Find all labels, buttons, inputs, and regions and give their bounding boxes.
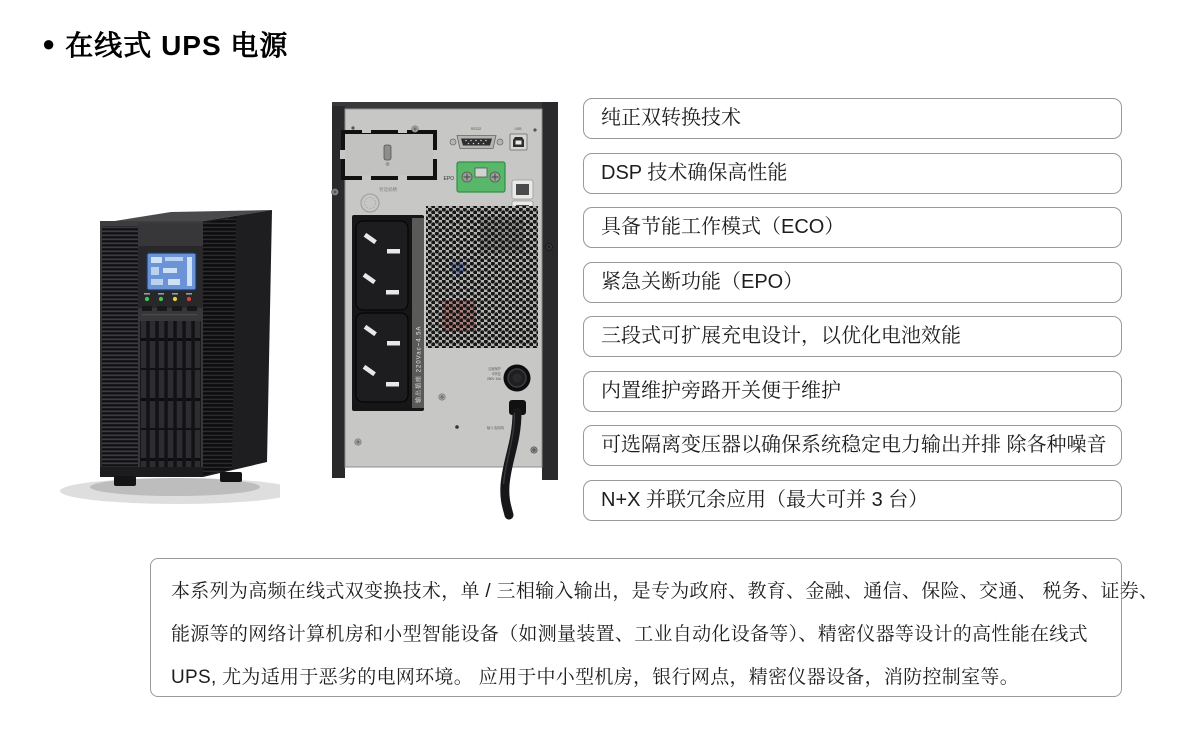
cabinet-base xyxy=(100,467,203,477)
feature-item: 纯正双转换技术 xyxy=(583,98,1122,139)
description-line: 能源等的网络计算机房和小型智能设备（如测量装置、工业自动化设备等）、精密仪器等设计的高性能在线式 xyxy=(171,624,1088,645)
epo-terminal xyxy=(457,162,505,192)
expansion-slot xyxy=(340,128,438,180)
lcd-screen xyxy=(147,253,196,290)
bullet-icon: ● xyxy=(42,31,56,56)
breaker-label-line3: 250V 10A xyxy=(486,377,501,381)
front-louvers-left xyxy=(102,226,138,470)
feature-item: 三段式可扩展充电设计，以优化电池效能 xyxy=(583,316,1122,357)
outlet-strip-text: 输出插座 220Vac~4.5A xyxy=(416,325,423,403)
rear-right-wall xyxy=(542,102,558,480)
outlet-label-strip xyxy=(412,218,424,408)
ups-front-image xyxy=(50,190,280,520)
front-grille xyxy=(140,321,201,468)
vent-grille xyxy=(426,206,538,348)
feature-item: N+X 并联冗余应用（最大可并 3 台） xyxy=(583,480,1122,521)
output-socket-1 xyxy=(356,221,408,310)
expansion-slot-label: 智能插槽 xyxy=(379,187,397,192)
description-line: 本系列为高频在线式双变换技术，单 / 三相输入输出，是专为政府、教育、金融、通信、保险、交通、 税务、证券、 xyxy=(171,581,1159,602)
feature-list xyxy=(583,98,1122,534)
usb-port xyxy=(510,134,527,150)
ups-rear-image xyxy=(330,100,560,520)
feature-item: 具备节能工作模式（ECO） xyxy=(583,207,1122,248)
feature-item: 内置维护旁路开关便于维护 xyxy=(583,371,1122,412)
page-title xyxy=(42,24,288,64)
breaker-label-line1: 过载保护 xyxy=(488,367,501,371)
breaker-label-line2: 可恢复 xyxy=(491,372,501,376)
epo-label: EPO xyxy=(443,176,454,182)
description-box xyxy=(150,558,1159,697)
feature-item: 紧急关断功能（EPO） xyxy=(583,262,1122,303)
serial-port-label: RS232 xyxy=(470,127,482,131)
battery-connector-top xyxy=(512,180,533,199)
circuit-breaker xyxy=(504,365,531,392)
side-louvers xyxy=(203,217,236,475)
feature-item: 可选隔离变压器以确保系统稳定电力输出并排 除各种噪音 xyxy=(583,425,1122,466)
page-title-text: 在线式 UPS 电源 xyxy=(65,30,289,61)
input-cable-label: 输入电源线 xyxy=(487,426,504,430)
usb-port-label: USB xyxy=(514,127,522,131)
description-line: UPS, 尤为适用于恶劣的电网环境。 应用于中小型机房，银行网点，精密仪器设备，消防控制室等。 xyxy=(171,667,1020,688)
output-socket-2 xyxy=(356,313,408,402)
feature-item: DSP 技术确保高性能 xyxy=(583,153,1122,194)
